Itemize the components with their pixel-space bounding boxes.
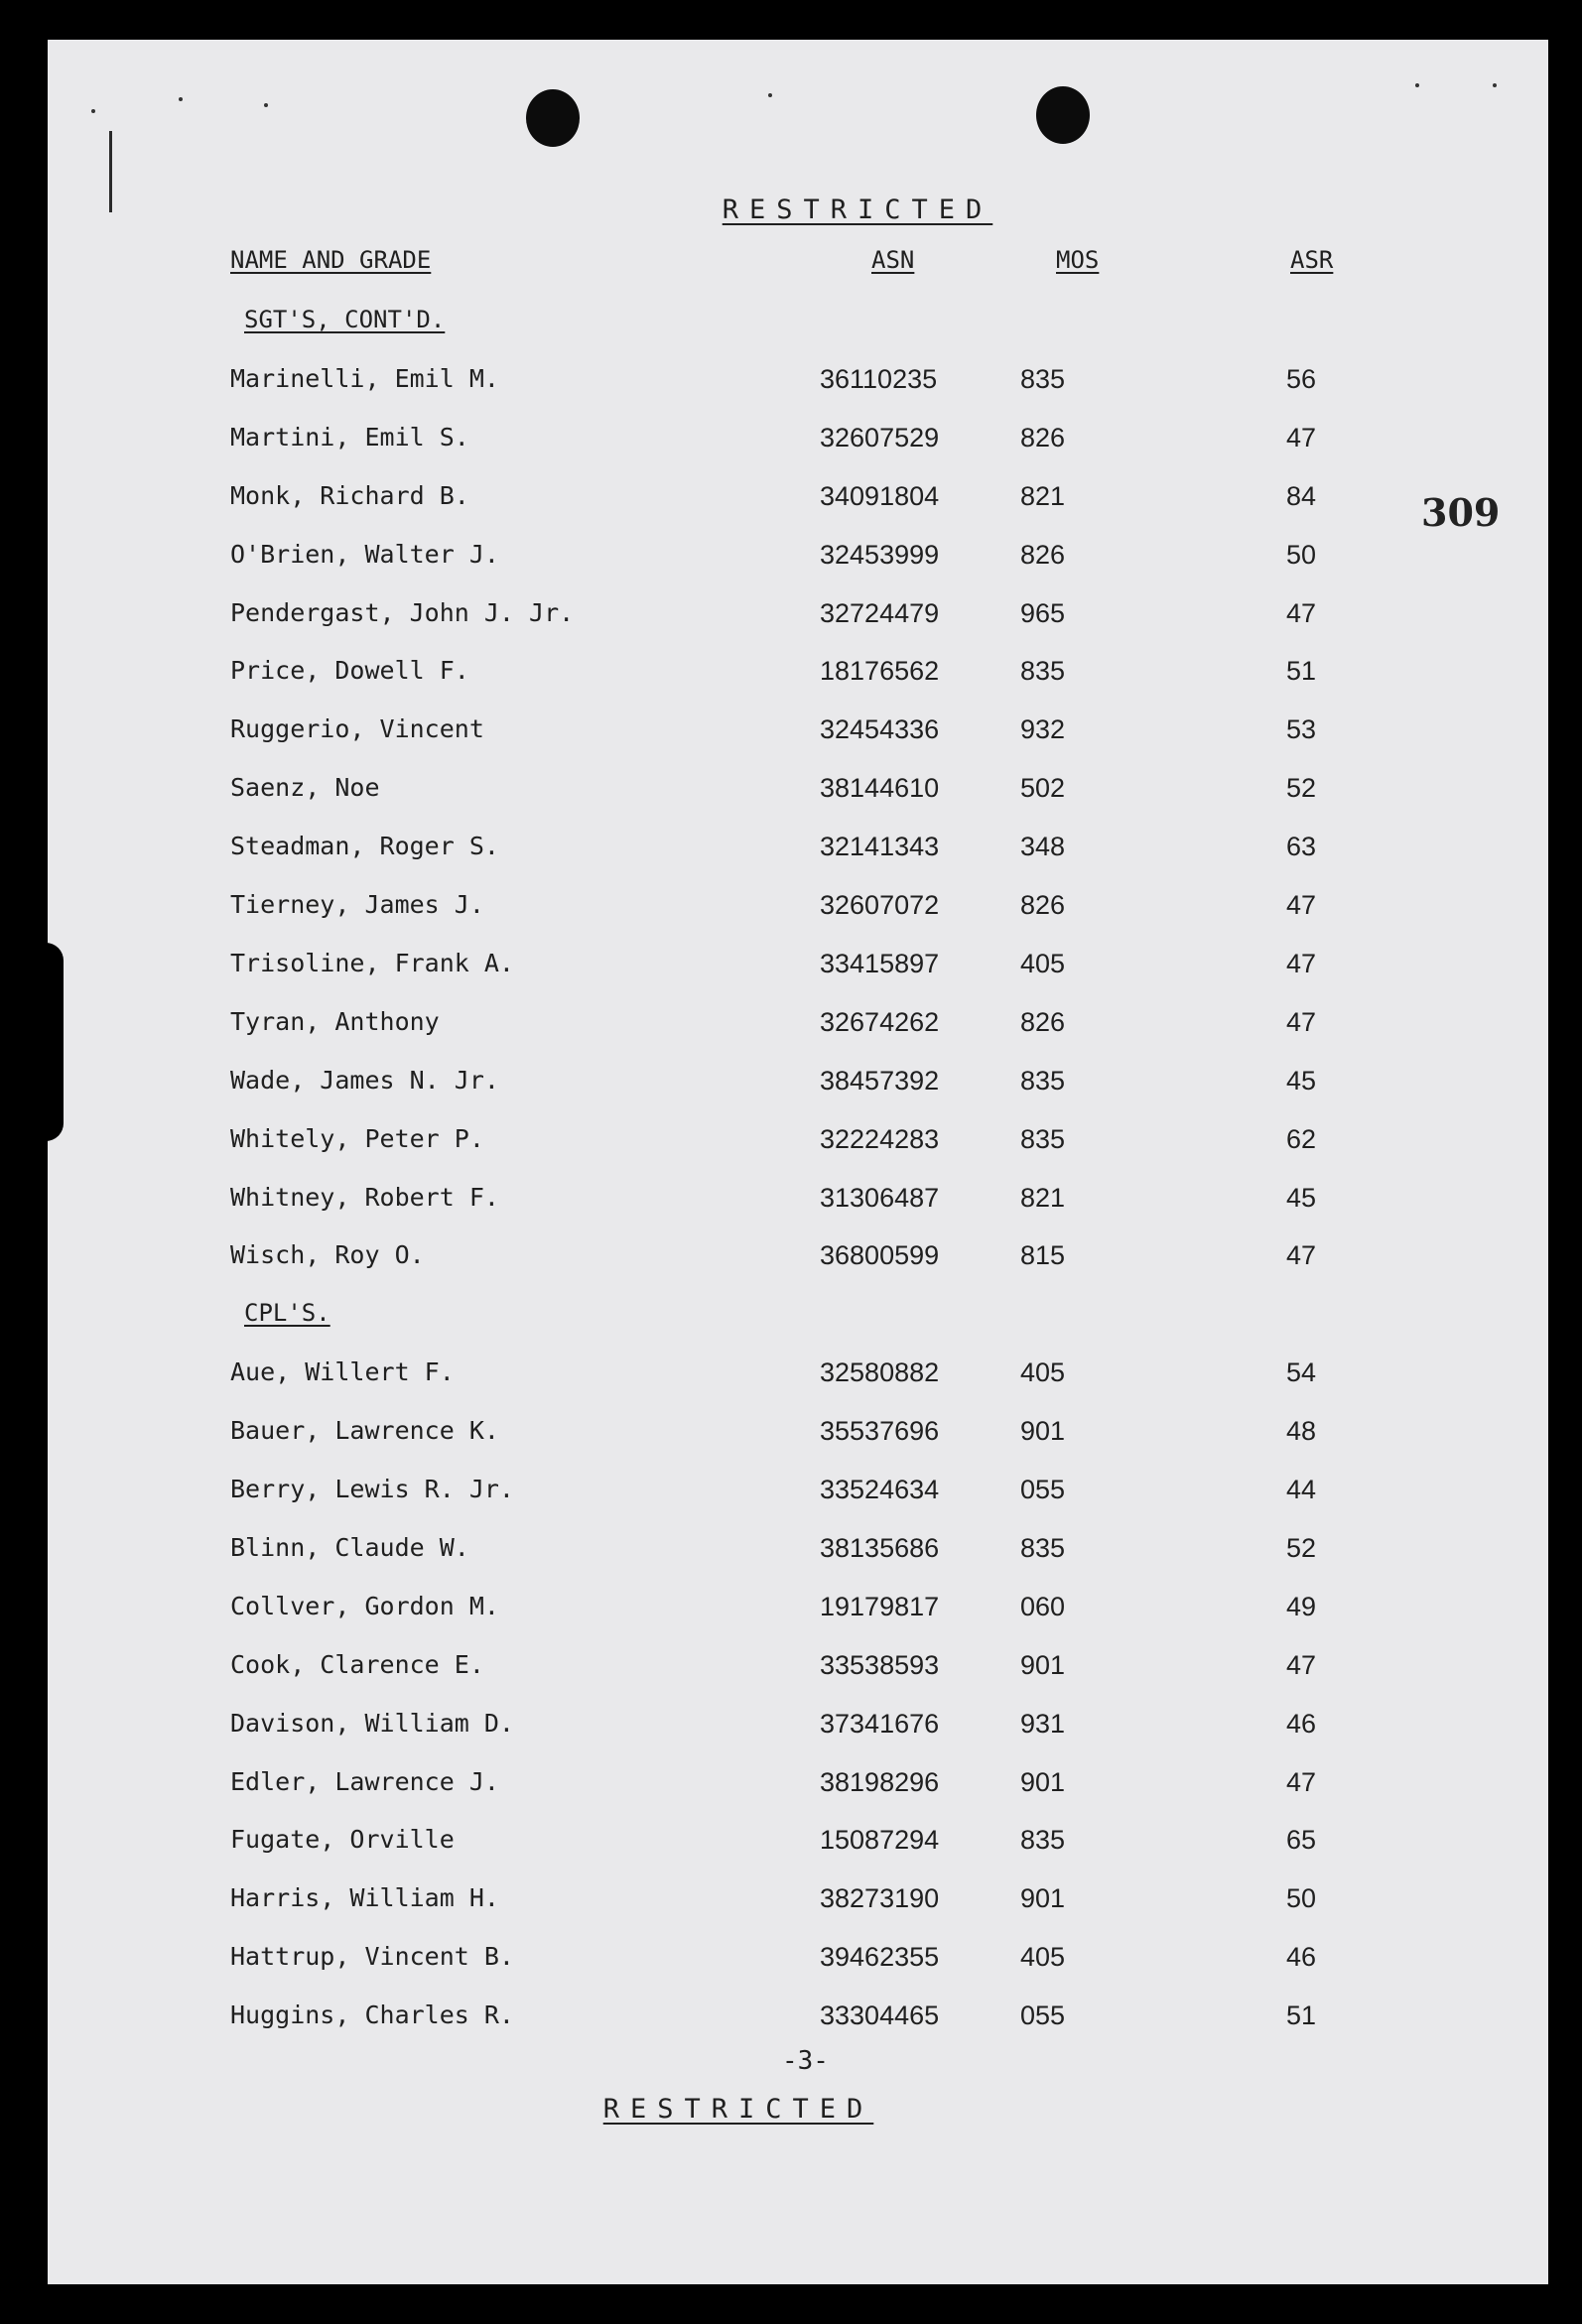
cell-asn: 35537696	[820, 1416, 940, 1447]
cell-asr: 51	[1286, 2001, 1317, 2031]
cell-asn: 18176562	[820, 656, 940, 687]
cell-asn: 32141343	[820, 832, 940, 862]
cell-mos: 932	[1020, 714, 1066, 745]
column-header-mos: MOS	[1056, 246, 1100, 274]
cell-asr: 63	[1286, 832, 1317, 862]
cell-asn: 38144610	[820, 773, 940, 804]
cell-name: Martini, Emil S.	[230, 422, 469, 452]
speck	[1493, 83, 1497, 87]
table-row	[48, 656, 1548, 696]
cell-name: Blinn, Claude W.	[230, 1532, 469, 1562]
cell-mos: 821	[1020, 1182, 1066, 1213]
cell-mos: 835	[1020, 656, 1066, 687]
cell-asr: 45	[1286, 1182, 1317, 1213]
cell-mos: 835	[1020, 363, 1066, 394]
cell-name: Steadman, Roger S.	[230, 832, 499, 861]
table-row	[48, 1825, 1548, 1865]
cell-name: Ruggerio, Vincent	[230, 714, 484, 744]
cell-asr: 45	[1286, 1065, 1317, 1096]
cell-name: Monk, Richard B.	[230, 480, 469, 510]
cell-asn: 33415897	[820, 948, 940, 978]
punch-hole-left	[526, 89, 580, 147]
cell-name: Price, Dowell F.	[230, 656, 469, 686]
cell-asr: 47	[1286, 1006, 1317, 1037]
cell-asr: 52	[1286, 1532, 1317, 1563]
cell-asr: 47	[1286, 1240, 1317, 1271]
cell-mos: 901	[1020, 1766, 1066, 1797]
cell-name: Collver, Gordon M.	[230, 1591, 499, 1620]
cell-asn: 38198296	[820, 1766, 940, 1797]
cell-asn: 38273190	[820, 1883, 940, 1914]
table-row	[48, 1709, 1548, 1748]
cell-asn: 32674262	[820, 1006, 940, 1037]
cell-mos: 055	[1020, 2001, 1066, 2031]
cell-mos: 835	[1020, 1065, 1066, 1096]
restricted-header: RESTRICTED	[722, 194, 993, 225]
cell-mos: 348	[1020, 832, 1066, 862]
cell-mos: 835	[1020, 1825, 1066, 1856]
cell-asr: 53	[1286, 714, 1317, 745]
table-row	[48, 1592, 1548, 1631]
column-header-asn: ASN	[871, 246, 915, 274]
cell-asr: 54	[1286, 1357, 1317, 1388]
cell-asn: 32580882	[820, 1357, 940, 1388]
cell-asn: 15087294	[820, 1825, 940, 1856]
table-row	[48, 890, 1548, 930]
cell-mos: 815	[1020, 1240, 1066, 1271]
cell-asr: 47	[1286, 1649, 1317, 1680]
table-row	[48, 1475, 1548, 1514]
cell-asr: 49	[1286, 1591, 1317, 1621]
cell-asn: 38457392	[820, 1065, 940, 1096]
table-row	[48, 2001, 1548, 2040]
table-row	[48, 364, 1548, 404]
table-row	[48, 481, 1548, 521]
cell-name: Wade, James N. Jr.	[230, 1065, 499, 1095]
cell-asr: 52	[1286, 773, 1317, 804]
cell-name: Edler, Lawrence J.	[230, 1766, 499, 1796]
column-header-asr: ASR	[1290, 246, 1334, 274]
cell-asr: 47	[1286, 890, 1317, 920]
cell-mos: 826	[1020, 422, 1066, 452]
cell-mos: 055	[1020, 1475, 1066, 1504]
cell-mos: 835	[1020, 1123, 1066, 1154]
speck	[768, 93, 772, 97]
cell-mos: 965	[1020, 597, 1066, 628]
cell-name: Tierney, James J.	[230, 890, 484, 919]
cell-name: Berry, Lewis R. Jr.	[230, 1475, 514, 1503]
cell-asn: 38135686	[820, 1532, 940, 1563]
cell-asr: 47	[1286, 948, 1317, 978]
speck	[264, 103, 268, 107]
table-row	[48, 1767, 1548, 1807]
cell-asr: 48	[1286, 1416, 1317, 1447]
table-row	[48, 1124, 1548, 1164]
table-row	[48, 540, 1548, 580]
cell-mos: 901	[1020, 1416, 1066, 1447]
cell-name: Pendergast, John J. Jr.	[230, 597, 575, 627]
cell-asr: 65	[1286, 1825, 1317, 1856]
cell-mos: 826	[1020, 890, 1066, 920]
cell-asr: 47	[1286, 597, 1317, 628]
cell-asn: 32607529	[820, 422, 940, 452]
cell-name: Whitely, Peter P.	[230, 1123, 484, 1153]
cell-mos: 901	[1020, 1883, 1066, 1914]
cell-name: Trisoline, Frank A.	[230, 948, 514, 977]
table-row	[48, 1650, 1548, 1690]
cell-asn: 33304465	[820, 2001, 940, 2031]
section-heading: SGT'S, CONT'D.	[244, 306, 446, 333]
page-number: -3-	[782, 2046, 829, 2076]
cell-asn: 37341676	[820, 1708, 940, 1739]
cell-asn: 32224283	[820, 1123, 940, 1154]
cell-asr: 62	[1286, 1123, 1317, 1154]
cell-mos: 826	[1020, 1006, 1066, 1037]
cell-asr: 50	[1286, 539, 1317, 570]
cell-name: O'Brien, Walter J.	[230, 539, 499, 569]
cell-mos: 821	[1020, 480, 1066, 511]
cell-asn: 32454336	[820, 714, 940, 745]
table-row	[48, 773, 1548, 813]
table-row	[48, 832, 1548, 871]
cell-name: Marinelli, Emil M.	[230, 363, 499, 393]
cell-asr: 46	[1286, 1942, 1317, 1973]
cell-mos: 405	[1020, 1942, 1066, 1973]
cell-asn: 32724479	[820, 597, 940, 628]
cell-asr: 47	[1286, 1766, 1317, 1797]
cell-mos: 060	[1020, 1591, 1066, 1621]
section-heading: CPL'S.	[244, 1299, 330, 1328]
cell-asr: 84	[1286, 480, 1317, 511]
cell-mos: 931	[1020, 1708, 1066, 1739]
cell-mos: 502	[1020, 773, 1066, 804]
cell-asn: 36800599	[820, 1240, 940, 1271]
cell-name: Bauer, Lawrence K.	[230, 1416, 499, 1446]
cell-name: Whitney, Robert F.	[230, 1182, 499, 1212]
table-row	[48, 714, 1548, 754]
cell-name: Aue, Willert F.	[230, 1357, 455, 1387]
table-row	[48, 1416, 1548, 1456]
cell-asr: 47	[1286, 422, 1317, 452]
document-page	[48, 40, 1548, 2284]
cell-mos: 901	[1020, 1649, 1066, 1680]
cell-asr: 44	[1286, 1475, 1317, 1504]
cell-asn: 31306487	[820, 1182, 940, 1213]
speck	[1415, 83, 1419, 87]
table-row	[48, 1007, 1548, 1047]
table-row	[48, 598, 1548, 638]
punch-hole-right	[1036, 86, 1090, 144]
cell-asn: 34091804	[820, 480, 940, 511]
cell-name: Hattrup, Vincent B.	[230, 1942, 514, 1972]
table-row	[48, 1183, 1548, 1223]
cell-name: Wisch, Roy O.	[230, 1240, 425, 1270]
cell-asn: 32453999	[820, 539, 940, 570]
cell-mos: 405	[1020, 948, 1066, 978]
cell-name: Tyran, Anthony	[230, 1006, 440, 1036]
cell-name: Huggins, Charles R.	[230, 2001, 514, 2030]
cell-asr: 50	[1286, 1883, 1317, 1914]
table-row	[48, 1066, 1548, 1105]
table-row	[48, 423, 1548, 462]
cell-asn: 33538593	[820, 1649, 940, 1680]
cell-asn: 33524634	[820, 1475, 940, 1504]
cell-name: Cook, Clarence E.	[230, 1649, 484, 1679]
table-row	[48, 1240, 1548, 1280]
table-row	[48, 949, 1548, 988]
cell-asn: 19179817	[820, 1591, 940, 1621]
cell-asn: 36110235	[820, 363, 938, 394]
cell-mos: 826	[1020, 539, 1066, 570]
table-row	[48, 1942, 1548, 1982]
table-row	[48, 1533, 1548, 1573]
cell-asr: 51	[1286, 656, 1317, 687]
cell-name: Fugate, Orville	[230, 1825, 455, 1855]
speck	[179, 97, 183, 101]
cell-name: Davison, William D.	[230, 1708, 514, 1738]
restricted-footer: RESTRICTED	[602, 2094, 874, 2125]
cell-asn: 39462355	[820, 1942, 940, 1973]
column-header-name: NAME AND GRADE	[230, 246, 432, 274]
speck	[91, 109, 95, 113]
cell-asr: 56	[1286, 363, 1317, 394]
cell-name: Harris, William H.	[230, 1883, 499, 1913]
cell-asr: 46	[1286, 1708, 1317, 1739]
cell-asn: 32607072	[820, 890, 940, 920]
table-row	[48, 1883, 1548, 1923]
cell-name: Saenz, Noe	[230, 773, 380, 803]
page-stamp-number: 309	[1421, 490, 1501, 535]
table-row	[48, 1357, 1548, 1397]
cell-mos: 405	[1020, 1357, 1066, 1388]
cell-mos: 835	[1020, 1532, 1066, 1563]
